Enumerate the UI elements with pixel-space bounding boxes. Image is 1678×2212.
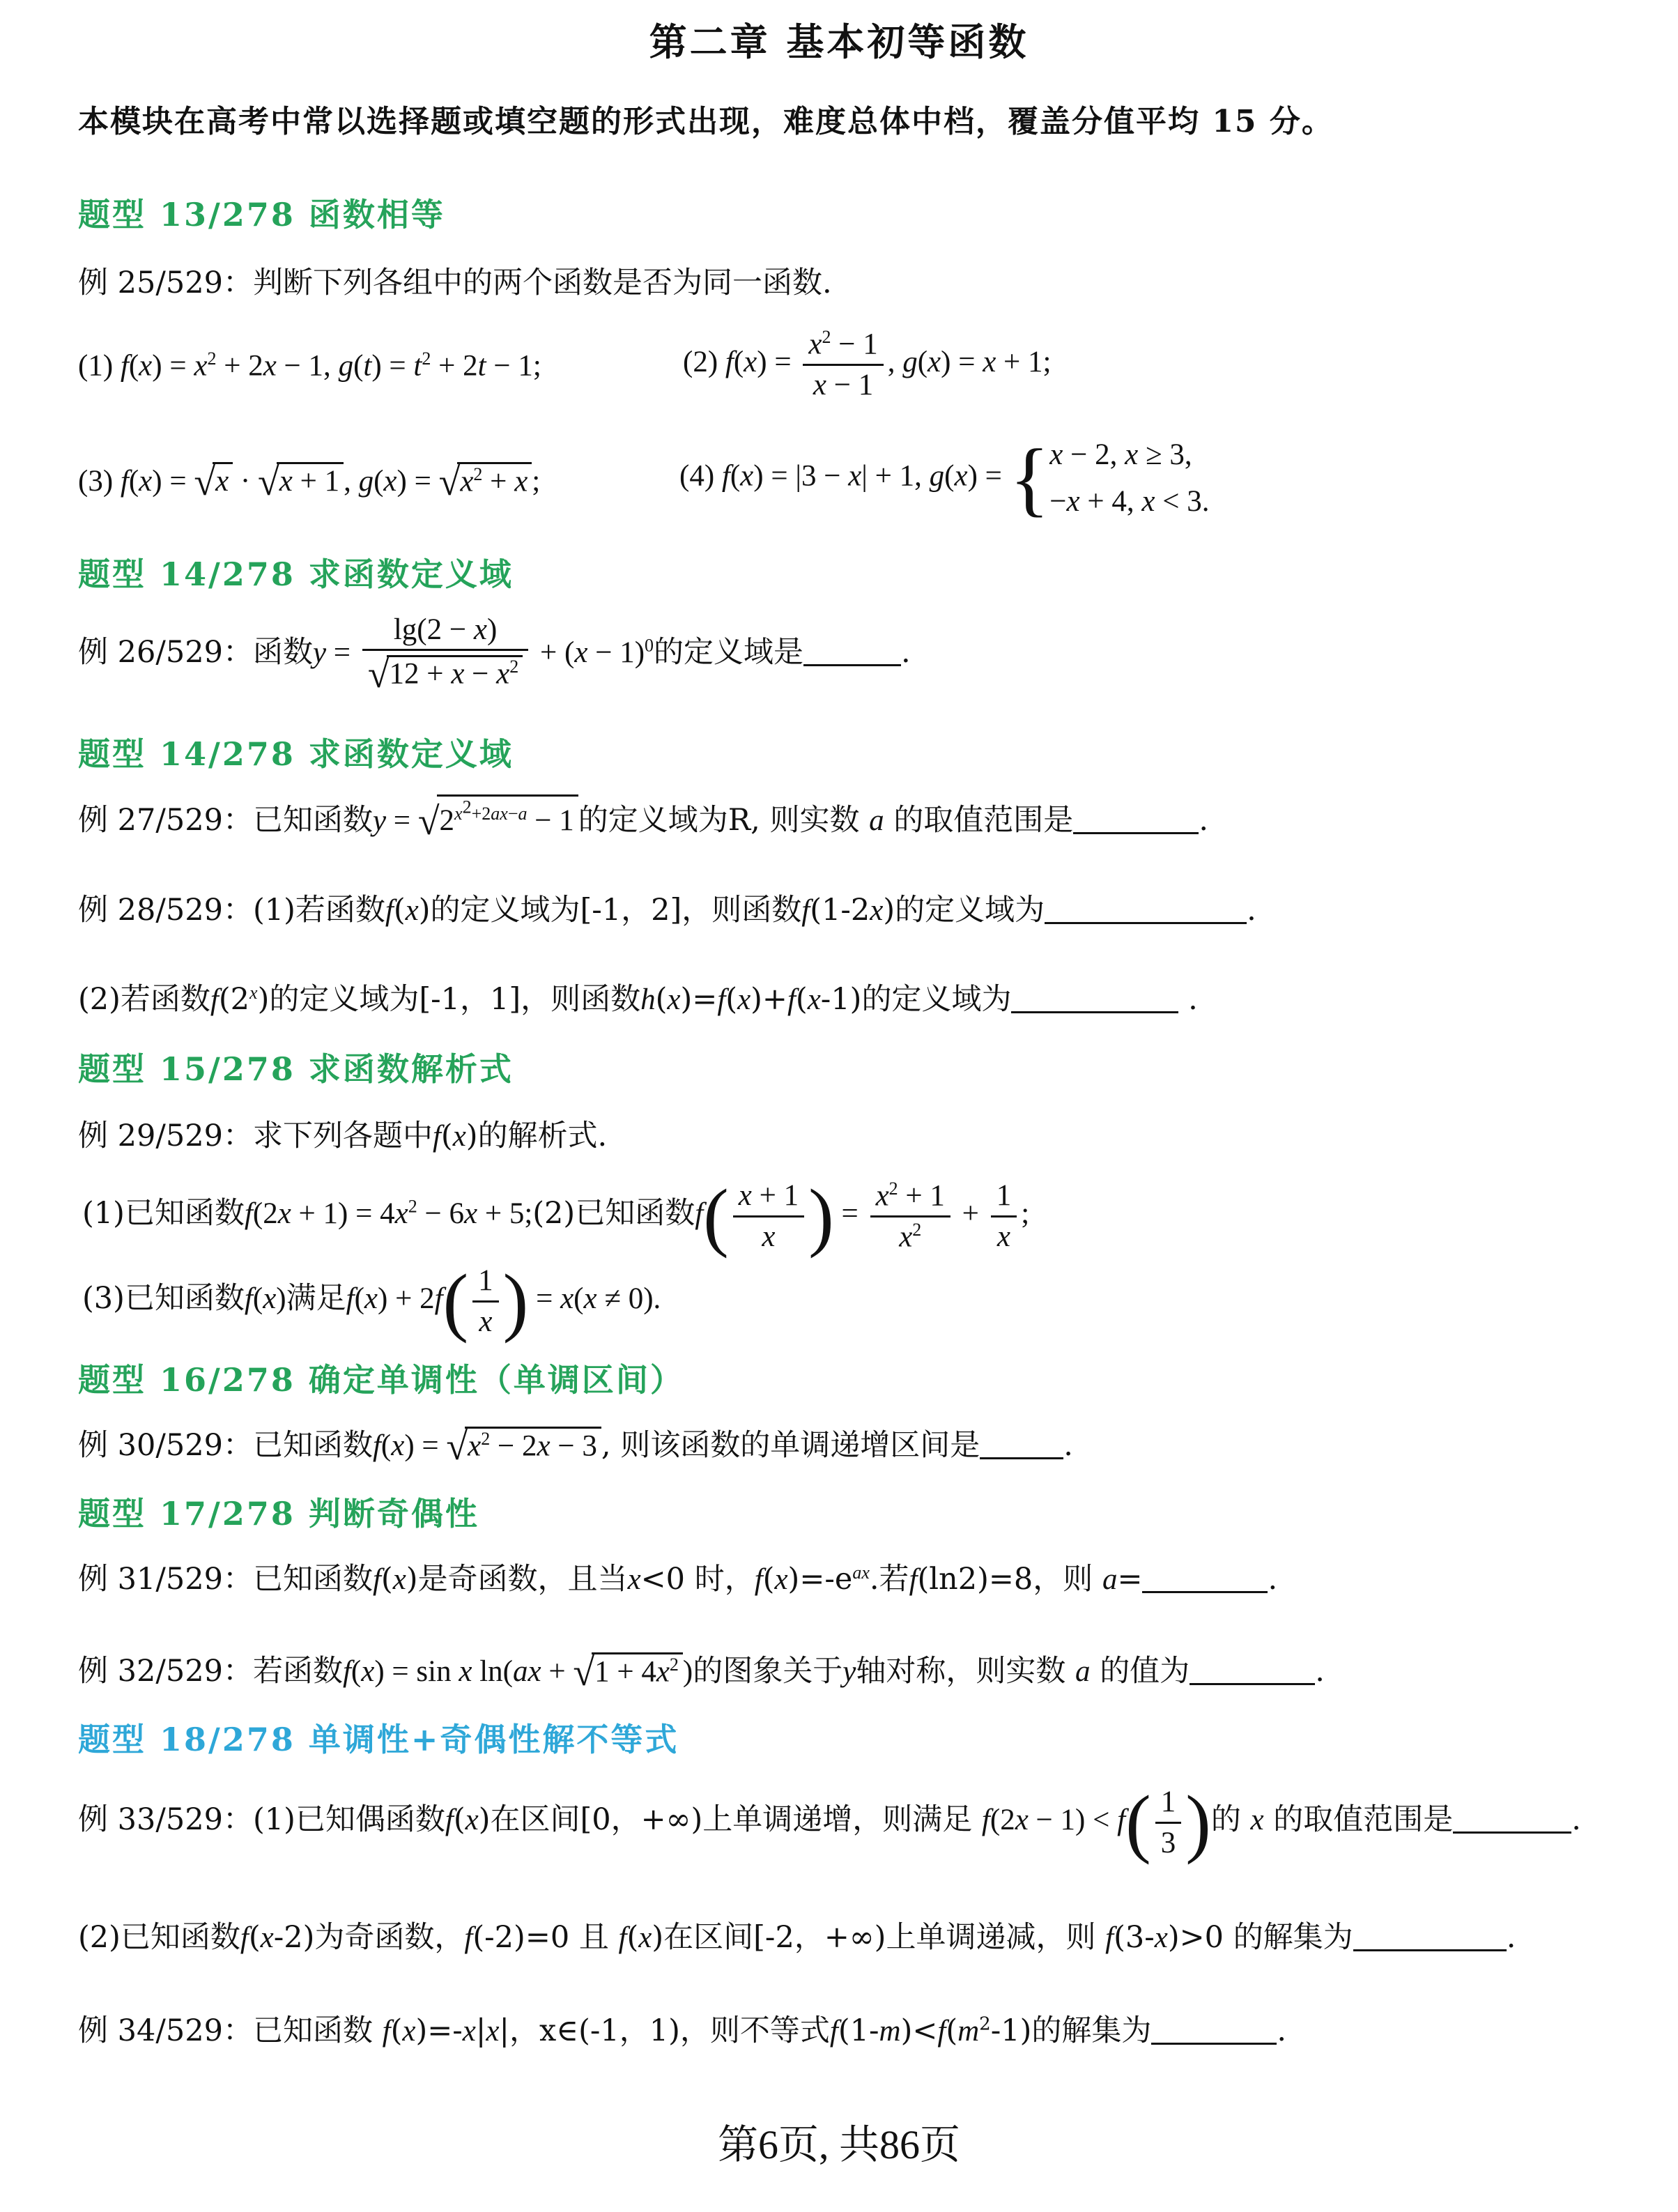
section-heading: 题型 16/278 确定单调性（单调区间）	[78, 1361, 684, 1399]
text-fragment: 的定义域为[-1，2]，则函数	[430, 893, 802, 928]
text-fragment: ，x∈(-1，1)，则不等式	[509, 2013, 830, 2048]
example-label: 例 30/529：	[78, 1428, 253, 1463]
example-text: 判断下列各组中的两个函数是否为同一函数.	[252, 266, 832, 300]
example-label: 例 31/529：	[78, 1562, 253, 1597]
answer-blank[interactable]	[1353, 1921, 1507, 1951]
chapter-title: 第二章 基本初等函数	[649, 20, 1029, 64]
text-fragment: ，则	[1033, 1562, 1093, 1597]
text-fragment: 时，	[694, 1562, 755, 1597]
formula-25-4: (4) f(x) = |3 − x| + 1, g(x) = {x − 2, x ≥ 3, −x + 4, x < 3.	[679, 431, 1210, 525]
example-label: 例 33/529：	[78, 1802, 253, 1837]
example-label: 例 26/529：	[78, 634, 253, 670]
answer-blank[interactable]	[1190, 1655, 1315, 1685]
example-29-sub3: (3)已知函数f(x)满足f(x) + 2f( $\frac{1}{x}$ ) = x(x ≠ 0).	[82, 1259, 661, 1344]
formula-25-1: (1) $f(x) = x^2 + 2x - 1$, $g(t) = t^2 + 2t - 1$;	[78, 348, 541, 383]
text-fragment: 的定义域为[-1，1]，则函数	[269, 982, 641, 1017]
text-fragment: 轴对称，则实数	[856, 1654, 1066, 1689]
text-fragment: , 则该函数的单调递增区间是	[601, 1428, 980, 1463]
text-fragment: 已知函数	[252, 1562, 373, 1597]
example-label: 例 34/529：	[78, 2013, 253, 2048]
text-fragment: 函数	[252, 634, 313, 670]
answer-blank[interactable]	[1045, 894, 1247, 924]
text-fragment: 的	[1210, 1802, 1241, 1837]
section-heading: 题型 18/278 单调性+奇偶性解不等式	[78, 1721, 679, 1758]
text-fragment: 在区间[-2，+∞)上单调递减，则	[663, 1920, 1096, 1955]
answer-blank[interactable]	[1011, 983, 1178, 1013]
example-label: 例 27/529：	[78, 802, 253, 838]
text-fragment: 的解集为	[1233, 1920, 1353, 1955]
text-fragment: (2)已知函数	[78, 1920, 240, 1955]
text-fragment: 的定义域为	[861, 982, 1012, 1017]
example-31: 例 31/529：已知函数f(x)是奇函数，且当x<0 时，$f(x)=-e^{ax}$.若f(ln2)=8，则 a= .	[78, 1562, 1278, 1597]
example-28-1: 例 28/529：(1)若函数f(x)的定义域为[-1，2]，则函数f(1-2x)的定义域为 .	[78, 893, 1256, 928]
section-heading: 题型 14/278 求函数定义域	[78, 555, 514, 593]
text-fragment: 求下列各题中	[252, 1119, 433, 1153]
section-heading: 题型 15/278 求函数解析式	[78, 1050, 514, 1088]
answer-blank[interactable]	[1151, 2015, 1277, 2045]
example-28-2: (2)若函数f(2$^x$)的定义域为[-1，1]，则函数h(x)=f(x)+f(x-1)的定义域为 .	[78, 982, 1198, 1017]
example-33-2: (2)已知函数f(x-2)为奇函数，f(-2)=0 且 f(x)在区间[-2，+∞)上单调递减，则 f(3-x)>0 的解集为 .	[78, 1920, 1516, 1955]
example-label: 例 32/529：	[78, 1654, 253, 1689]
intro-text: 本模块在高考中常以选择题或填空题的形式出现，难度总体中档，覆盖分值平均 15 分。	[78, 104, 1334, 139]
text-fragment: (1)已知偶函数	[252, 1802, 445, 1837]
example-29-sub12: (1)已知函数$f(2x + 1) = 4x^2 - 6x$ + 5;(2)已知函数f( $\frac{x + 1}{x}$ ) = $\frac{x^2 + 1}{x^2}$ + $\frac{1}{x}$ ;	[82, 1174, 1030, 1259]
text-fragment: 的取值范围是	[893, 802, 1074, 838]
example-32: 例 32/529：若函数f(x) = sin x $\ln(ax + √1 + 4x^2$ )的图象关于y轴对称，则实数 a 的值为 .	[78, 1651, 1325, 1694]
text-fragment: (1)若函数	[252, 893, 385, 928]
text-fragment: (2)已知函数	[532, 1195, 695, 1231]
text-fragment: 且	[578, 1920, 609, 1955]
text-fragment: (1)已知函数	[82, 1195, 245, 1231]
example-30: 例 30/529：已知函数$f(x) = √x^2 - 2x - 3$ , 则该函数的单调递增区间是 .	[78, 1425, 1073, 1468]
text-fragment: 满足	[286, 1280, 346, 1316]
example-label: 例 25/529：	[78, 266, 253, 300]
text-fragment: 的值为	[1100, 1654, 1190, 1689]
answer-blank[interactable]	[803, 636, 901, 666]
answer-blank[interactable]	[980, 1429, 1063, 1459]
example-27: 例 27/529：已知函数$y = √2^{x^2+2ax-a} - 1$ 的定义域为R, 则实数 a 的取值范围是 .	[78, 794, 1208, 844]
text-fragment: (2)若函数	[78, 982, 210, 1017]
text-fragment: 的定义域是	[654, 634, 804, 670]
page-footer: 第6页, 共86页	[717, 2122, 960, 2167]
formula-25-3: (3) f(x) = √x · √x + 1 , $g(x) = √x^2 + x$ ;	[78, 461, 541, 504]
example-34: 例 34/529：已知函数 f(x)=-x|x|，x∈(-1，1)，则不等式$f(1-m)<f(m^2-1)$的解集为 .	[78, 2013, 1287, 2048]
section-heading: 题型 13/278 函数相等	[78, 196, 445, 233]
example-label: 例 29/529：	[78, 1119, 253, 1153]
text-fragment: 的解集为	[1031, 2013, 1152, 2048]
text-fragment: 的图象关于	[693, 1654, 843, 1689]
text-fragment: (3)已知函数	[82, 1280, 245, 1316]
answer-blank[interactable]	[1142, 1563, 1268, 1593]
section-heading: 题型 14/278 求函数定义域	[78, 735, 514, 773]
text-fragment: .若	[869, 1562, 909, 1597]
text-fragment: 是奇函数，且当	[417, 1562, 628, 1597]
example-33-1: 例 33/529：(1)已知偶函数f(x)在区间[0，+∞)上单调递增，则满足 f(2x − 1) < f( $\frac{1}{3}$ )的 x 的取值范围是 .	[78, 1780, 1581, 1865]
example-25	[78, 259, 832, 302]
text-fragment: 为奇函数，	[314, 1920, 465, 1955]
answer-blank[interactable]	[1073, 804, 1199, 834]
text-fragment: 已知函数	[252, 2013, 373, 2048]
text-fragment: 已知函数	[252, 802, 373, 838]
text-fragment: 的定义域为	[895, 893, 1045, 928]
text-fragment: 若函数	[252, 1654, 343, 1689]
section-heading: 题型 17/278 判断奇偶性	[78, 1495, 479, 1533]
text-fragment: 在区间[0，+∞)上单调递增，则满足	[490, 1802, 973, 1837]
example-26: 例 26/529：函数y = $\frac{\lg(2 - x)}{√12 + x - x^2}$ + $(x - 1)^0$的定义域是 .	[78, 613, 911, 697]
text-fragment: 的定义域为R, 则实数	[578, 802, 860, 838]
example-29: 例 29/529：求下列各题中f(x)的解析式.	[78, 1119, 608, 1153]
text-fragment: 的取值范围是	[1273, 1802, 1454, 1837]
formula-25-2: (2) f(x) = $\frac{x^2 - 1}{x - 1}$ , g(x) = x + 1;	[683, 327, 1052, 401]
example-label: 例 28/529：	[78, 893, 253, 928]
answer-blank[interactable]	[1453, 1804, 1571, 1834]
text-fragment: 的解析式.	[477, 1119, 608, 1153]
text-fragment: 已知函数	[252, 1428, 373, 1463]
